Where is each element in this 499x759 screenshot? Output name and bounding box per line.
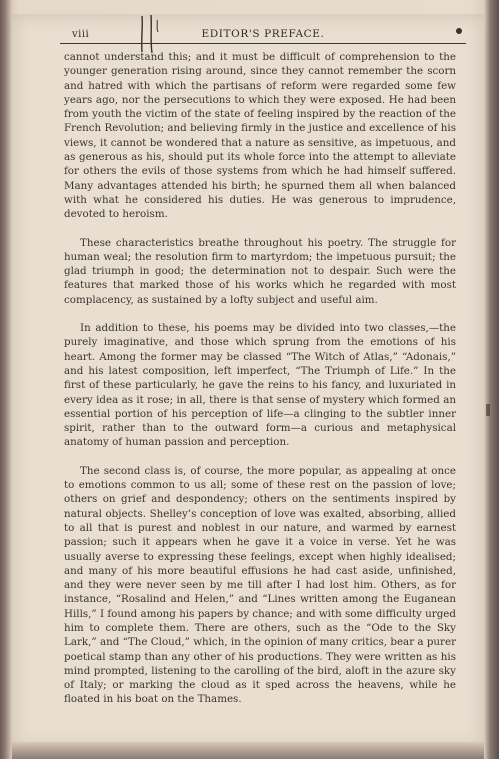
page-edge [12, 742, 484, 759]
paragraph-1: cannot understand this; and it must be difficult of comprehension to the younger generation rising around, since they cannot remember the scorn and hatred with which the partisans of reform were regarded some few years ago, nor the persecutions to which they were exposed. He had been from youth the victim of the state of feeling inspired by the reaction of the French Revolution; and believing firmly in the justice and excellence of his views, it cannot be wondered that a nature as sensitive, as impetuous, and as generous as his, should put its whole force into the attempt to alleviate for others the evils of those systems from which he had himself suffered. Many advantages attended his birth; he spurned them all when balanced with what he considered his duties. He was generous to imprudence, devoted to heroism. [64, 51, 456, 221]
paragraph-4: The second class is, of course, the more popular, as appealing at once to emotions common to us all; some of these rest on the passion of love; others on grief and despondency; others on the sentiments inspired by natural objects. Shelley’s conception of love was exalted, absorbing, allied to all that is purest and noblest in our nature, and warmed by earnest passion; such it appears when he gave it a voice in verse. Yet he was usually averse to expressing these feelings, except when highly idealised; and many of his more beautiful effusions he had cast aside, unfinished, and they were never seen by me till after I had lost him. Others, as for instance, “Rosalind and Helen,” and “Lines written among the Euganean Hills,” I found among his papers by chance; and with some difficulty urged him to complete them. There are others, such as the “Ode to the Sky Lark,” and “The Cloud,” which, in the opinion of many critics, bear a purer poetical stamp than any other of his productions. They were written as his mind prompted, listening to the carolling of the bird, aloft in the azure sky of Italy; or marking the cloud as it sped across the heavens, while he floated in his boat on the Thames. [64, 464, 456, 706]
page-header [60, 25, 466, 44]
page-number: viii [72, 29, 90, 40]
handwritten-mark-icon [136, 14, 164, 54]
ink-spot [456, 28, 462, 34]
running-title: EDITOR'S PREFACE. [201, 28, 325, 40]
paragraph-2: These characteristics breathe throughout his poetry. The struggle for human weal; the resolution firm to martyrdom; the impetuous pursuit; the glad triumph in good; the determination not to despair. Such were the features that marked those of his works which he regarded with most complacency, as sustained by a lofty subject and useful aim. [64, 236, 456, 306]
body-text [64, 50, 456, 721]
margin-mark [486, 404, 490, 416]
paragraph-3: In addition to these, his poems may be divided into two classes,—the purely imaginative, and those which sprung from the emotions of his heart. Among the former may be classed “The Witch of Atlas,” “Adonais,” and his latest composition, left imperfect, “The Triumph of Life.” In the first of these particularly, he gave the reins to his fancy, and luxuriated in every idea as it rose; in all, there is that sense of mystery which formed an essential portion of his perception of life—a clinging to the subtler inner spirit, rather than to the outward form—a curious and metaphysical anatomy of human passion and perception. [64, 322, 456, 449]
